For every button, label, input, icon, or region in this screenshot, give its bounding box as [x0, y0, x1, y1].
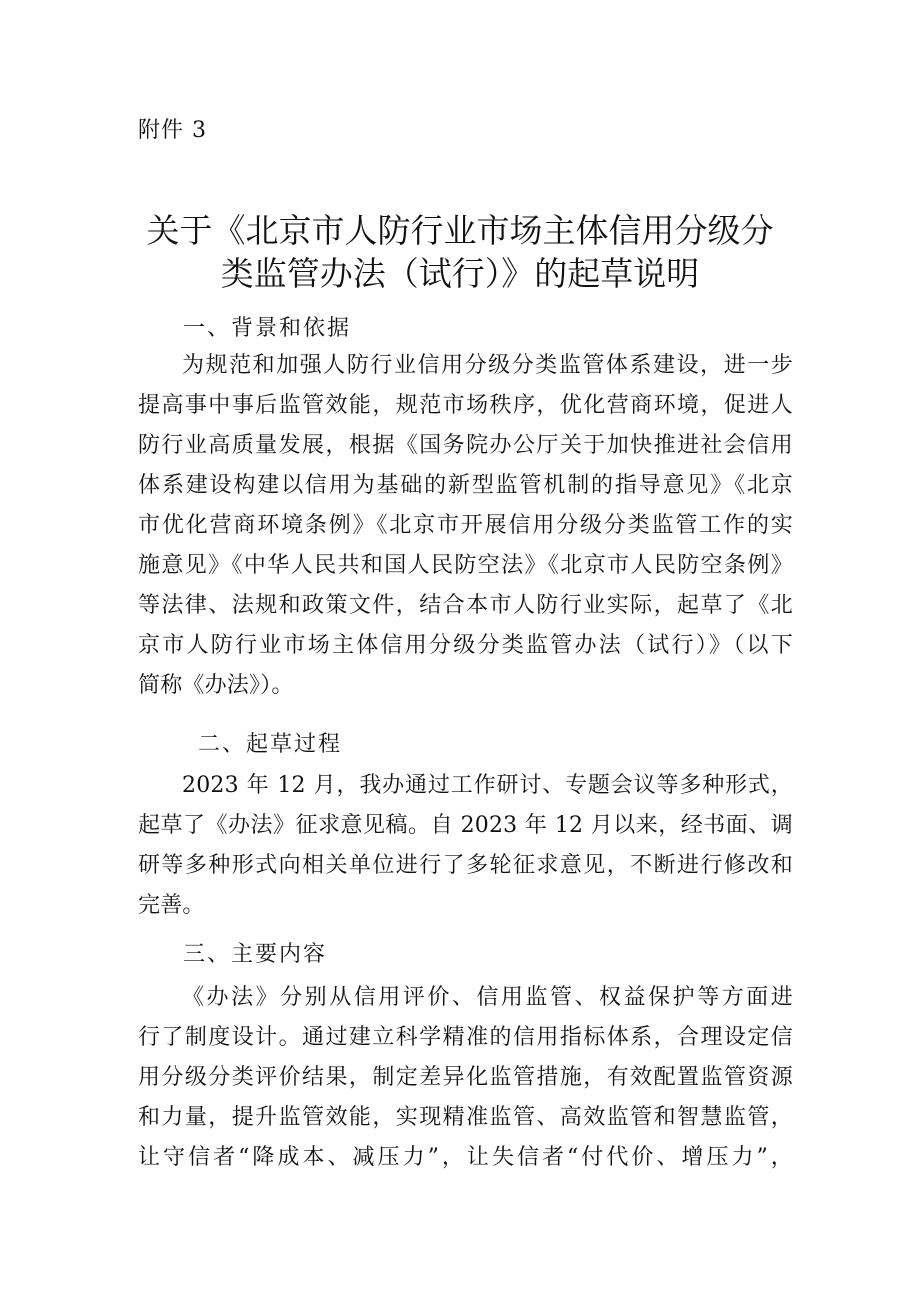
section-heading-background: 一、背景和依据 — [183, 316, 352, 341]
paragraph-line: 《办法》分别从信用评价、信用监管、权益保护等方面进 — [182, 985, 793, 1010]
paragraph-line: 和力量，提升监管效能，实现精准监管、高效监管和智慧监管， — [138, 1105, 793, 1130]
section-heading-main-content: 三、主要内容 — [183, 942, 328, 967]
attachment-label: 附件 3 — [138, 118, 207, 143]
paragraph-line: 2023 年 12 月，我办通过工作研讨、专题会议等多种形式， — [182, 773, 793, 798]
paragraph-line: 市优化营商环境条例》《北京市开展信用分级分类监管工作的实 — [138, 513, 793, 538]
paragraph-line: 京市人防行业市场主体信用分级分类监管办法（试行）》（以下 — [138, 633, 793, 658]
document-title-line-2: 类监管办法（试行）》的起草说明 — [220, 254, 700, 293]
paragraph-line: 提高事中事后监管效能，规范市场秩序，优化营商环境，促进人 — [138, 393, 793, 418]
paragraph-line: 完善。 — [138, 893, 205, 918]
paragraph-line: 让守信者“降成本、减压力”，让失信者“付代价、增压力”， — [138, 1145, 793, 1170]
paragraph-line: 简称《办法》）。 — [138, 673, 294, 698]
section-body-main-content — [138, 978, 793, 1178]
paragraph-line: 等法律、法规和政策文件，结合本市人防行业实际，起草了《北 — [138, 593, 793, 618]
section-body-drafting-process — [138, 766, 793, 926]
paragraph-line: 研等多种形式向相关单位进行了多轮征求意见，不断进行修改和 — [138, 853, 793, 878]
paragraph-line: 行了制度设计。通过建立科学精准的信用指标体系，合理设定信 — [138, 1025, 793, 1050]
paragraph-line: 用分级分类评价结果，制定差异化监管措施，有效配置监管资源 — [138, 1065, 793, 1090]
section-heading-drafting-process: 二、起草过程 — [198, 732, 343, 757]
paragraph-line: 体系建设构建以信用为基础的新型监管机制的指导意见》《北京 — [138, 473, 793, 498]
document-title-line-1: 关于《北京市人防行业市场主体信用分级分 — [146, 211, 774, 250]
paragraph-line: 为规范和加强人防行业信用分级分类监管体系建设，进一步 — [182, 353, 793, 378]
paragraph-line: 施意见》《中华人民共和国人民防空法》《北京市人民防空条例》 — [138, 553, 793, 578]
paragraph-line: 防行业高质量发展，根据《国务院办公厅关于加快推进社会信用 — [138, 433, 793, 458]
paragraph-line: 起草了《办法》征求意见稿。自 2023 年 12 月以来，经书面、调 — [138, 813, 793, 838]
section-body-background — [138, 346, 793, 706]
